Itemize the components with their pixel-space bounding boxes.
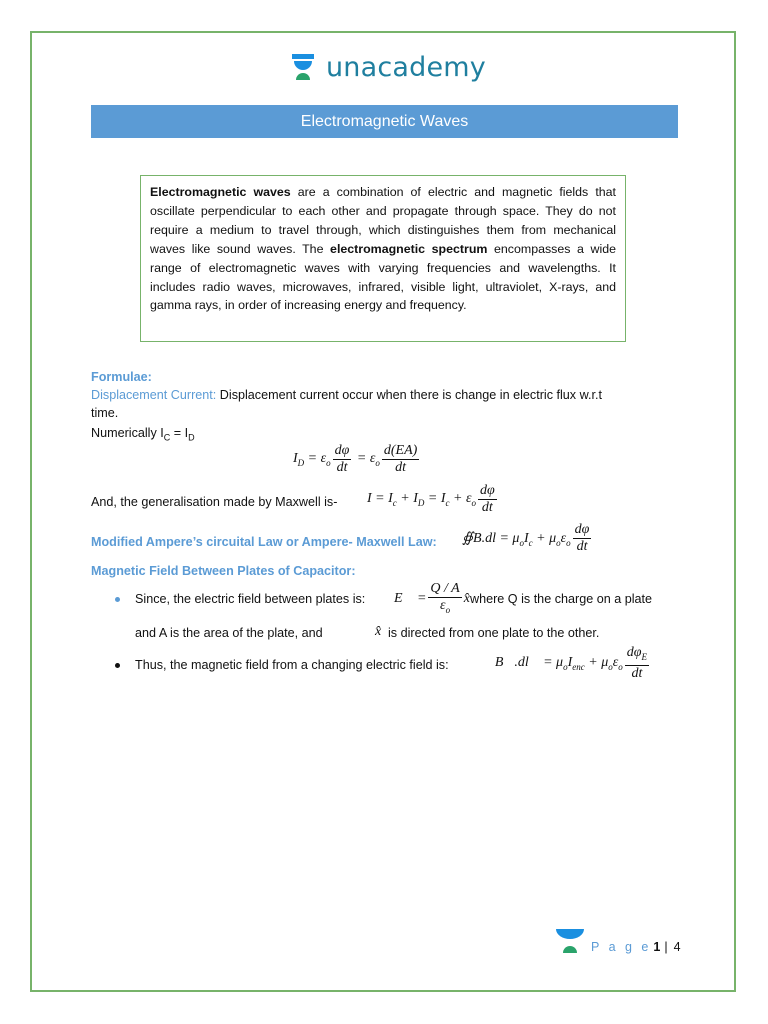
ampere-heading: Modified Ampere’s circuital Law or Ampere- Maxwell Law: [91, 535, 437, 549]
displacement-heading: Displacement Current: [91, 388, 217, 402]
brand-logo [290, 50, 486, 84]
term-em-spectrum: electromagnetic spectrum [330, 241, 488, 256]
unacademy-logo-icon [290, 53, 316, 81]
numerically-line [91, 424, 195, 447]
changing-field-equation: ∯B⃗.dl⃗ = $\mu_oI_{enc} + \mu_o\varepsilon_o$ $\frac{d\varphi_E}{dt}$ [484, 645, 648, 681]
bullet1-text-b: where Q is the charge on a plate [470, 592, 653, 606]
bullet2-text: Thus, the magnetic field from a changing electric field is: [135, 658, 449, 672]
numerically-label: Numerically I [91, 426, 164, 440]
maxwell-equation: $I = I_c + I_D = I_c + \varepsilon_o$ $\frac{d\varphi}{dt}$ [367, 483, 495, 515]
page-separator: | [664, 940, 668, 954]
intro-box [140, 175, 626, 342]
displacement-text: Displacement current occur when there is change in electric flux w.r.t [216, 388, 602, 402]
page-footer [555, 928, 681, 954]
page-title-banner [91, 105, 678, 138]
x-hat-symbol: x̂ [375, 624, 382, 639]
eq-sign: = I [170, 426, 189, 440]
page-number: 1 [653, 940, 661, 954]
displacement-text-2: time. [91, 406, 119, 420]
bullet1-text-d: is directed from one plate to the other. [388, 626, 600, 640]
unacademy-footer-icon [555, 928, 585, 954]
intro-text-1: are a combination of electric and magnetic fields that oscillate perpendicular to each other and propagate through space. They do not require a medium to travel through, which distinguishes them from mechanical waves like sound waves. The [150, 185, 616, 256]
maxwell-text: And, the generalisation made by Maxwell is- [91, 495, 338, 509]
sub-c: C [163, 432, 171, 443]
displacement-equation: $I_D = \varepsilon_o$ $\frac{d\varphi}{dt}$ = $\varepsilon_o$ $\frac{d(EA)}{dt}$ [293, 443, 418, 475]
electric-field-equation: E⃗ = $\frac{Q / A}{\varepsilon_o}$ x̂ [394, 581, 470, 615]
page-total: 4 [673, 940, 681, 954]
capacitor-heading: Magnetic Field Between Plates of Capacitor: [91, 564, 356, 578]
brand-name: unacademy [326, 51, 486, 83]
term-em-waves: Electromagnetic waves [150, 185, 291, 199]
page-title: Electromagnetic Waves [300, 112, 469, 130]
ampere-equation: ∯B.dl = $\mu_oI_c + \mu_o\varepsilon_o$ $\frac{d\varphi}{dt}$ [462, 522, 590, 554]
sub-d: D [188, 432, 195, 443]
bullet1-text-c: and A is the area of the plate, and [135, 626, 323, 640]
formulae-heading: Formulae: [91, 370, 152, 384]
intro-text-2: encompasses a wide range of electromagnetic waves with varying frequencies and wavelengths. It includes radio waves, microwaves, infrared, visible light, ultraviolet, X-rays, and gamma rays, in order of increasing energy and frequency. [150, 241, 616, 313]
bullet-dot-1 [115, 597, 120, 602]
bullet1-text-a: Since, the electric field between plates is: [135, 592, 366, 606]
bullet-dot-2 [115, 663, 120, 668]
page-label: P a g e [591, 940, 652, 954]
displacement-paragraph [91, 386, 681, 404]
